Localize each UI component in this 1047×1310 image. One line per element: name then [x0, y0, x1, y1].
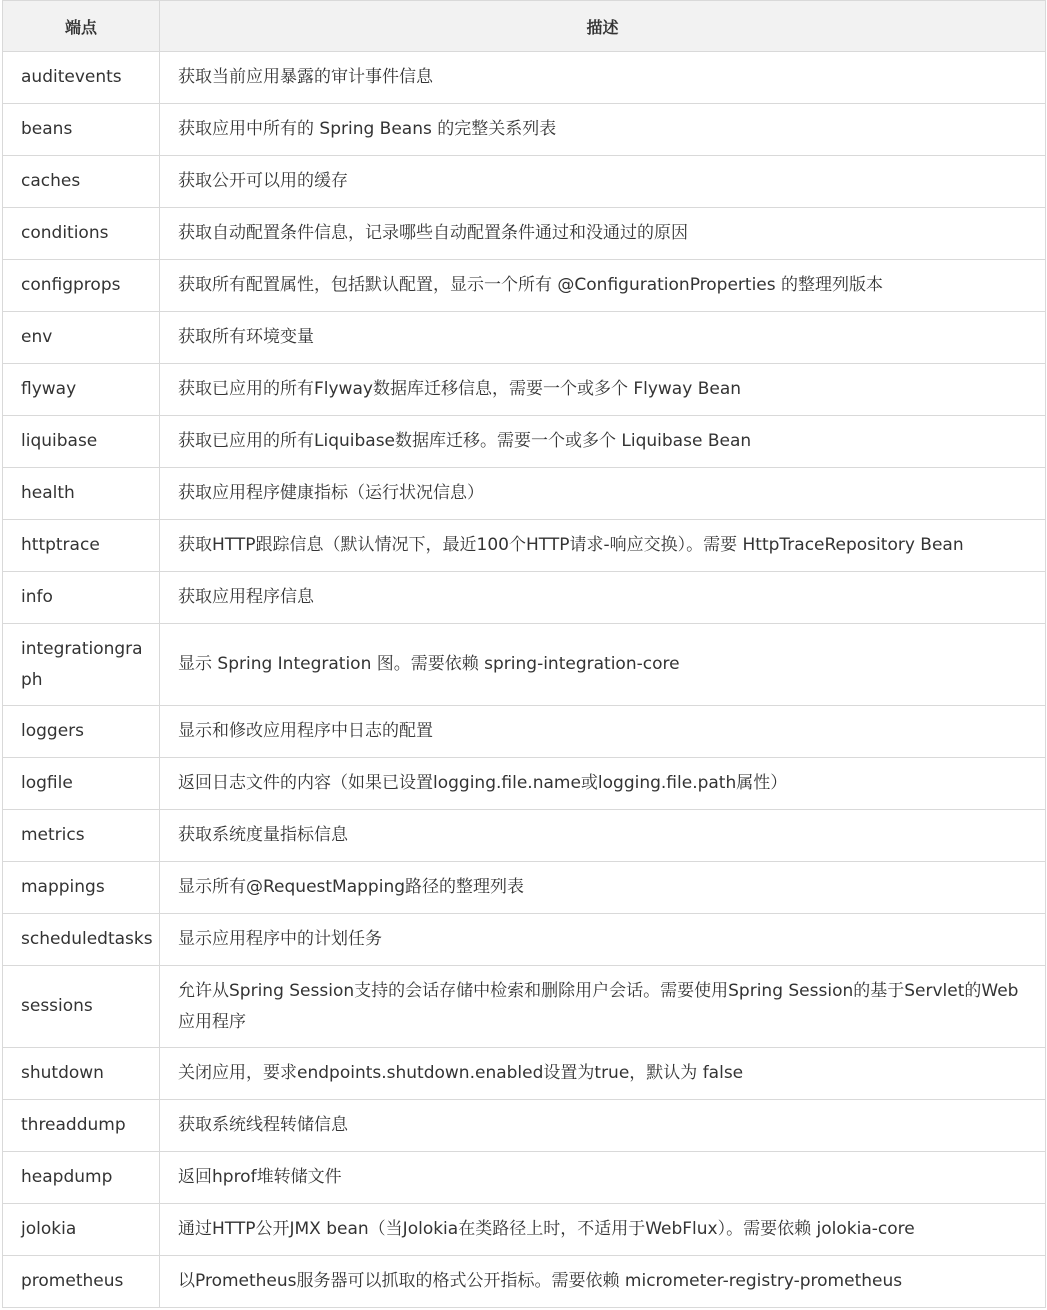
table-row	[3, 208, 1046, 260]
table-row	[3, 104, 1046, 156]
table-row	[3, 312, 1046, 364]
endpoint-cell: auditevents	[3, 52, 160, 104]
description-cell: 获取HTTP跟踪信息（默认情况下，最近100个HTTP请求-响应交换）。需要 HttpTraceRepository Bean	[160, 520, 1046, 572]
endpoint-cell: jolokia	[3, 1204, 160, 1256]
description-cell: 获取公开可以用的缓存	[160, 156, 1046, 208]
description-cell: 获取所有环境变量	[160, 312, 1046, 364]
endpoint-cell: loggers	[3, 706, 160, 758]
endpoint-cell: httptrace	[3, 520, 160, 572]
description-cell: 获取自动配置条件信息，记录哪些自动配置条件通过和没通过的原因	[160, 208, 1046, 260]
endpoint-cell: integrationgraph	[3, 624, 160, 706]
description-cell: 获取应用程序健康指标（运行状况信息）	[160, 468, 1046, 520]
description-cell: 允许从Spring Session支持的会话存储中检索和删除用户会话。需要使用Spring Session的基于Servlet的Web应用程序	[160, 966, 1046, 1048]
table-row	[3, 520, 1046, 572]
table-row	[3, 1100, 1046, 1152]
endpoints-table	[2, 0, 1046, 1308]
description-cell: 显示应用程序中的计划任务	[160, 914, 1046, 966]
table-row	[3, 364, 1046, 416]
table-row	[3, 966, 1046, 1048]
endpoint-cell: caches	[3, 156, 160, 208]
endpoint-cell: logfile	[3, 758, 160, 810]
description-cell: 返回日志文件的内容（如果已设置logging.file.name或logging.file.path属性）	[160, 758, 1046, 810]
table-row	[3, 1204, 1046, 1256]
endpoint-cell: configprops	[3, 260, 160, 312]
table-row	[3, 156, 1046, 208]
table-header-row	[3, 1, 1046, 52]
endpoint-cell: info	[3, 572, 160, 624]
table-row	[3, 1048, 1046, 1100]
table-row	[3, 624, 1046, 706]
table-row	[3, 416, 1046, 468]
table-row	[3, 1256, 1046, 1308]
description-cell: 关闭应用，要求endpoints.shutdown.enabled设置为true，默认为 false	[160, 1048, 1046, 1100]
endpoint-cell: prometheus	[3, 1256, 160, 1308]
endpoint-cell: heapdump	[3, 1152, 160, 1204]
description-cell: 显示和修改应用程序中日志的配置	[160, 706, 1046, 758]
description-cell: 获取应用程序信息	[160, 572, 1046, 624]
description-cell: 获取系统度量指标信息	[160, 810, 1046, 862]
endpoint-cell: mappings	[3, 862, 160, 914]
table-row	[3, 260, 1046, 312]
endpoint-cell: env	[3, 312, 160, 364]
table-row	[3, 572, 1046, 624]
endpoint-cell: flyway	[3, 364, 160, 416]
description-cell: 获取已应用的所有Flyway数据库迁移信息，需要一个或多个 Flyway Bean	[160, 364, 1046, 416]
description-cell: 获取当前应用暴露的审计事件信息	[160, 52, 1046, 104]
table-row	[3, 914, 1046, 966]
description-cell: 通过HTTP公开JMX bean（当Jolokia在类路径上时，不适用于WebFlux）。需要依赖 jolokia-core	[160, 1204, 1046, 1256]
endpoint-cell: scheduledtasks	[3, 914, 160, 966]
description-cell: 获取应用中所有的 Spring Beans 的完整关系列表	[160, 104, 1046, 156]
endpoint-cell: shutdown	[3, 1048, 160, 1100]
description-cell: 获取已应用的所有Liquibase数据库迁移。需要一个或多个 Liquibase Bean	[160, 416, 1046, 468]
description-cell: 显示所有@RequestMapping路径的整理列表	[160, 862, 1046, 914]
description-cell: 显示 Spring Integration 图。需要依赖 spring-integration-core	[160, 624, 1046, 706]
description-cell: 以Prometheus服务器可以抓取的格式公开指标。需要依赖 micrometer-registry-prometheus	[160, 1256, 1046, 1308]
table-row	[3, 1152, 1046, 1204]
endpoint-cell: health	[3, 468, 160, 520]
table-row	[3, 468, 1046, 520]
table-row	[3, 862, 1046, 914]
header-description: 描述	[160, 1, 1046, 52]
table-row	[3, 810, 1046, 862]
table-row	[3, 52, 1046, 104]
table-row	[3, 706, 1046, 758]
endpoint-cell: sessions	[3, 966, 160, 1048]
header-endpoint: 端点	[3, 1, 160, 52]
endpoint-cell: beans	[3, 104, 160, 156]
endpoint-cell: liquibase	[3, 416, 160, 468]
table-row	[3, 758, 1046, 810]
endpoint-cell: metrics	[3, 810, 160, 862]
endpoint-cell: conditions	[3, 208, 160, 260]
endpoint-cell: threaddump	[3, 1100, 160, 1152]
description-cell: 获取所有配置属性，包括默认配置，显示一个所有 @ConfigurationProperties 的整理列版本	[160, 260, 1046, 312]
description-cell: 返回hprof堆转储文件	[160, 1152, 1046, 1204]
description-cell: 获取系统线程转储信息	[160, 1100, 1046, 1152]
